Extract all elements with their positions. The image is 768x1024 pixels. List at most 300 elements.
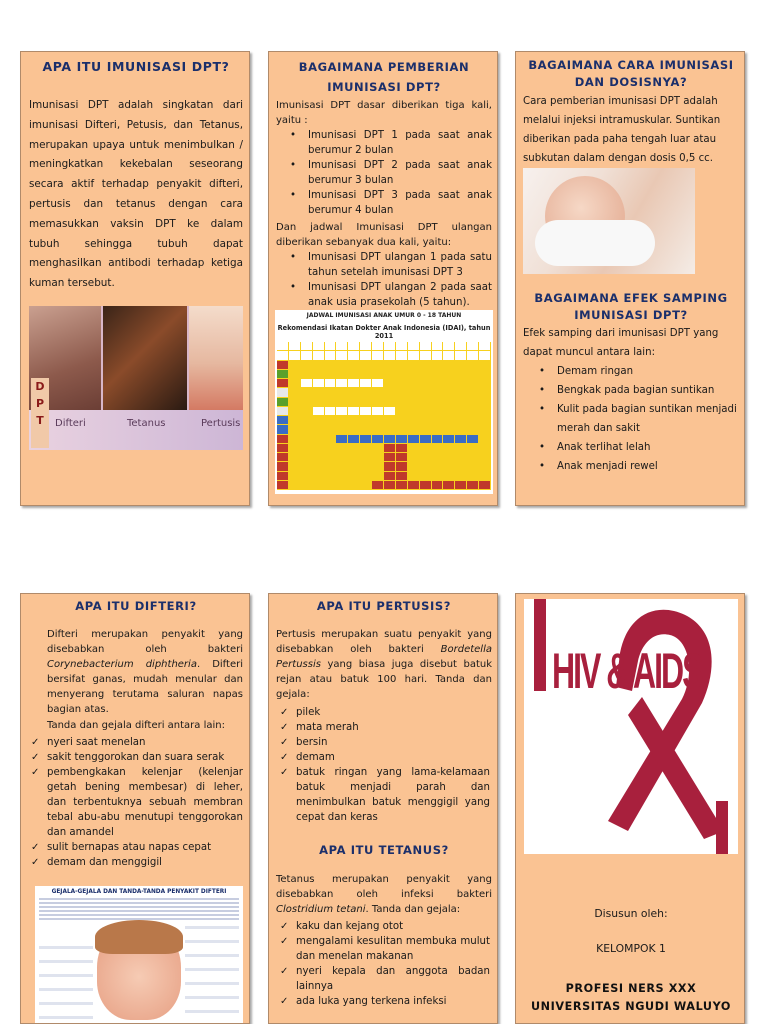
schedule-cell (289, 481, 300, 489)
schedule-cell (325, 351, 336, 359)
hiv-aids-text: HIV & AIDS (552, 643, 702, 699)
letter-d: D (35, 380, 45, 393)
schedule-cell (420, 472, 431, 480)
schedule-cell (360, 342, 371, 350)
schedule-subtitle: Rekomendasi Ikatan Dokter Anak Indonesia (IDAI), tahun 2011 (277, 324, 491, 340)
schedule-cell (372, 370, 383, 378)
intro-ulangan: Dan jadwal Imunisasi DPT ulangan diberikan sebanyak dua kali, yaitu: (276, 222, 492, 248)
schedule-cell (443, 453, 454, 461)
schedule-cell (432, 416, 443, 424)
schedule-cell (396, 398, 407, 406)
schedule-cell (443, 444, 454, 452)
schedule-cell (289, 351, 300, 359)
schedule-cell (443, 416, 454, 424)
schedule-cell (360, 361, 371, 369)
schedule-cell (372, 361, 383, 369)
schedule-cell (301, 462, 312, 470)
panel-difteri (20, 593, 250, 1024)
schedule-cell (325, 425, 336, 433)
schedule-cell (313, 481, 324, 489)
schedule-cell (301, 342, 312, 350)
schedule-cell (301, 388, 312, 396)
schedule-cell (313, 388, 324, 396)
schedule-cell (432, 435, 443, 443)
schedule-cell (408, 435, 419, 443)
schedule-cell (408, 370, 419, 378)
schedule-cell (360, 481, 371, 489)
schedule-cell (289, 444, 300, 452)
schedule-cell (479, 388, 490, 396)
schedule-cell (467, 481, 478, 489)
schedule-cell (479, 342, 490, 350)
schedule-cell (313, 370, 324, 378)
schedule-cell (443, 398, 454, 406)
schedule-cell (443, 342, 454, 350)
schedule-cell (348, 370, 359, 378)
baby-body (535, 220, 655, 266)
heading-difteri: APA ITU DIFTERI? (75, 599, 197, 613)
schedule-cell (289, 453, 300, 461)
schedule-cell (443, 370, 454, 378)
schedule-cell (372, 453, 383, 461)
schedule-cell (289, 388, 300, 396)
schedule-cell (432, 453, 443, 461)
schedule-cell (325, 481, 336, 489)
difteri-image-text (39, 898, 239, 920)
schedule-cell (336, 388, 347, 396)
schedule-cell (372, 342, 383, 350)
schedule-cell (301, 425, 312, 433)
schedule-cell (467, 435, 478, 443)
schedule-cell (467, 379, 478, 387)
schedule-cell (408, 472, 419, 480)
schedule-cell (313, 462, 324, 470)
schedule-cell (384, 472, 395, 480)
schedule-cell (301, 351, 312, 359)
schedule-cell (408, 425, 419, 433)
list-item: • Demam ringan (525, 362, 739, 381)
schedule-cell (384, 361, 395, 369)
schedule-cell (277, 425, 288, 433)
schedule-cell (420, 435, 431, 443)
list-gejala-difteri (29, 735, 243, 870)
schedule-cell (301, 398, 312, 406)
schedule-cell (479, 407, 490, 415)
schedule-cell (432, 472, 443, 480)
schedule-cell (384, 425, 395, 433)
caption-pertusis: Pertusis (201, 418, 241, 429)
schedule-cell (432, 462, 443, 470)
panel-pertusis-tetanus (268, 593, 498, 1024)
schedule-cell (360, 444, 371, 452)
schedule-cell (467, 425, 478, 433)
schedule-cell (479, 416, 490, 424)
schedule-cell (432, 342, 443, 350)
difteri-text-2: . Difteri bersifat ganas, mudah menular dan menyerang terutama saluran napas bagian atas. (47, 659, 243, 715)
schedule-cell (384, 407, 395, 415)
schedule-cell (384, 398, 395, 406)
schedule-cell (313, 351, 324, 359)
schedule-cell (313, 361, 324, 369)
schedule-cell (277, 435, 288, 443)
schedule-cell (455, 361, 466, 369)
list-item: ✓ mengalami kesulitan membuka mulut dan menelan makanan (278, 934, 490, 964)
schedule-cell (420, 444, 431, 452)
schedule-cell (384, 370, 395, 378)
schedule-cell (420, 407, 431, 415)
schedule-cell (289, 342, 300, 350)
schedule-cell (396, 388, 407, 396)
schedule-cell (420, 379, 431, 387)
heading-tetanus: APA ITU TETANUS? (319, 843, 449, 857)
schedule-cell (432, 425, 443, 433)
schedule-cell (336, 407, 347, 415)
schedule-cell (277, 444, 288, 452)
schedule-cell (396, 435, 407, 443)
schedule-cell (372, 407, 383, 415)
schedule-cell (372, 425, 383, 433)
list-item: ✓ nyeri kepala dan anggota badan lainnya (278, 964, 490, 994)
difteri-labels-right (185, 926, 239, 1020)
pertusis-bacteria: Bordetella Pertussis (276, 644, 492, 670)
tetanus-text: Tetanus merupakan penyakit yang disebabkan oleh infeksi bakteri (276, 874, 492, 900)
schedule-cell (313, 453, 324, 461)
schedule-cell (360, 425, 371, 433)
schedule-cell (301, 361, 312, 369)
schedule-cell (408, 453, 419, 461)
schedule-cell (467, 407, 478, 415)
panel-cara-dosis (515, 51, 745, 506)
caption-tetanus: Tetanus (127, 418, 166, 429)
schedule-cell (301, 453, 312, 461)
schedule-cell (360, 472, 371, 480)
schedule-cell (289, 425, 300, 433)
schedule-cell (455, 462, 466, 470)
schedule-cell (432, 361, 443, 369)
schedule-cell (289, 407, 300, 415)
child-hair (95, 920, 183, 954)
schedule-cell (325, 407, 336, 415)
schedule-cell (336, 462, 347, 470)
schedule-cell (467, 453, 478, 461)
list-item: ✓ demam (278, 750, 490, 765)
schedule-cell (348, 453, 359, 461)
schedule-cell (408, 398, 419, 406)
schedule-cell (443, 425, 454, 433)
schedule-cell (420, 453, 431, 461)
schedule-cell (455, 388, 466, 396)
heading-pertusis: APA ITU PERTUSIS? (316, 599, 452, 613)
panel-imunisasi-dpt (20, 51, 250, 506)
schedule-cell (325, 370, 336, 378)
schedule-cell (289, 398, 300, 406)
schedule-cell (313, 472, 324, 480)
schedule-cell (325, 416, 336, 424)
schedule-cell (467, 398, 478, 406)
schedule-cell (396, 481, 407, 489)
list-item: • Kulit pada bagian suntikan menjadi merah dan sakit (525, 400, 739, 438)
schedule-cell (420, 425, 431, 433)
body-difteri (47, 627, 243, 717)
schedule-cell (348, 361, 359, 369)
schedule-cell (467, 342, 478, 350)
schedule-cell (301, 435, 312, 443)
schedule-cell (455, 425, 466, 433)
schedule-cell (313, 425, 324, 433)
schedule-cell (313, 342, 324, 350)
list-efek-samping (525, 362, 739, 476)
schedule-cell (360, 453, 371, 461)
schedule-cell (408, 462, 419, 470)
schedule-cell (372, 444, 383, 452)
schedule-cell (277, 416, 288, 424)
list-item: ✓ batuk ringan yang lama-kelamaan batuk menjadi parah dan menimbulkan batuk menggigil yang cepat dan keras (278, 765, 490, 825)
schedule-cell (384, 481, 395, 489)
schedule-cell (289, 361, 300, 369)
schedule-cell (408, 416, 419, 424)
schedule-cell (277, 379, 288, 387)
intro-difteri: Tanda dan gejala difteri antara lain: (47, 720, 225, 731)
schedule-cell (372, 481, 383, 489)
schedule-cell (384, 435, 395, 443)
schedule-cell (277, 398, 288, 406)
schedule-cell (455, 370, 466, 378)
schedule-cell (396, 342, 407, 350)
schedule-cell (336, 351, 347, 359)
dpt-letters (31, 378, 49, 448)
schedule-cell (455, 342, 466, 350)
child-pertusis-photo (189, 306, 243, 410)
schedule-cell (479, 472, 490, 480)
schedule-cell (301, 481, 312, 489)
pertusis-text: Pertusis merupakan suatu penyakit yang disebabkan oleh bakteri (276, 629, 492, 655)
schedule-cell (479, 398, 490, 406)
schedule-cell (348, 462, 359, 470)
hiv-aids-logo (524, 599, 738, 854)
schedule-cell (325, 462, 336, 470)
schedule-cell (360, 435, 371, 443)
schedule-cell (432, 379, 443, 387)
schedule-cell (348, 444, 359, 452)
schedule-cell (479, 379, 490, 387)
schedule-cell (443, 379, 454, 387)
schedule-cell (479, 481, 490, 489)
schedule-cell (432, 407, 443, 415)
schedule-cell (420, 370, 431, 378)
list-item: ✓ ada luka yang terkena infeksi (278, 994, 490, 1009)
schedule-cell (479, 462, 490, 470)
schedule-cell (455, 351, 466, 359)
schedule-cell (348, 416, 359, 424)
schedule-cell (336, 398, 347, 406)
schedule-cell (277, 370, 288, 378)
schedule-cell (360, 379, 371, 387)
schedule-cell (325, 342, 336, 350)
schedule-cell (348, 351, 359, 359)
schedule-cell (408, 444, 419, 452)
schedule-cell (455, 416, 466, 424)
list-dpt-dasar (276, 128, 492, 218)
schedule-cell (336, 481, 347, 489)
schedule-cell (336, 435, 347, 443)
schedule-cell (277, 472, 288, 480)
schedule-cell (336, 361, 347, 369)
tetanus-bacteria: Clostridium tetani (276, 904, 366, 915)
schedule-cell (289, 416, 300, 424)
kelompok: KELOMPOK 1 (596, 942, 666, 955)
intro-efek-samping: Efek samping dari imunisasi DPT yang dapat muncul antara lain: (523, 328, 719, 358)
infant-tetanus-photo (103, 306, 187, 410)
list-item: • Imunisasi DPT 1 pada saat anak berumur 2 bulan (276, 128, 492, 158)
schedule-cell (420, 481, 431, 489)
schedule-cell (384, 351, 395, 359)
schedule-cell (348, 379, 359, 387)
schedule-cell (408, 342, 419, 350)
list-gejala-pertusis (278, 705, 490, 825)
intro-pemberian: Imunisasi DPT dasar diberikan tiga kali, yaitu : (276, 100, 492, 126)
schedule-cell (277, 462, 288, 470)
schedule-cell (479, 435, 490, 443)
schedule-cell (479, 444, 490, 452)
schedule-cell (372, 435, 383, 443)
schedule-cell (313, 435, 324, 443)
schedule-cell (408, 379, 419, 387)
schedule-cell (443, 472, 454, 480)
schedule-cell (348, 435, 359, 443)
body-apa-itu-dpt: Imunisasi DPT adalah singkatan dari imunisasi Difteri, Petusis, dan Tetanus, merupakan upaya untuk menimbulkan / meningkatkan kekebalan seseorang secara aktif terhadap penyakit difteri, pertusis dan tetanus dengan cara memasukkan vaksin DPT ke dalam tubuh sehingga tubuh dapat menghasilkan antibodi terhadap ketiga kuman tersebut. (29, 99, 243, 290)
schedule-cell (396, 453, 407, 461)
schedule-cell (467, 388, 478, 396)
schedule-cell (325, 379, 336, 387)
schedule-cell (348, 388, 359, 396)
schedule-cell (479, 351, 490, 359)
schedule-cell (384, 416, 395, 424)
schedule-cell (467, 361, 478, 369)
schedule-cell (336, 379, 347, 387)
schedule-cell (313, 444, 324, 452)
schedule-cell (277, 481, 288, 489)
schedule-cell (301, 416, 312, 424)
schedule-cell (443, 351, 454, 359)
schedule-cell (396, 462, 407, 470)
schedule-cell (396, 416, 407, 424)
schedule-cell (360, 416, 371, 424)
schedule-cell (408, 361, 419, 369)
dpt-caption-band (29, 410, 243, 450)
schedule-cell (432, 370, 443, 378)
schedule-cell (348, 407, 359, 415)
schedule-cell (277, 351, 288, 359)
schedule-cell (336, 472, 347, 480)
schedule-cell (348, 472, 359, 480)
schedule-cell (455, 444, 466, 452)
heading-pemberian-dpt: BAGAIMANA PEMBERIAN IMUNISASI DPT? (298, 60, 470, 94)
schedule-cell (443, 407, 454, 415)
schedule-cell (360, 462, 371, 470)
list-item: • Anak menjadi rewel (525, 457, 739, 476)
letter-t: T (36, 414, 44, 427)
schedule-cell (384, 444, 395, 452)
list-item: ✓ kaku dan kejang otot (278, 919, 490, 934)
schedule-cell (420, 388, 431, 396)
schedule-cell (408, 388, 419, 396)
schedule-cell (360, 370, 371, 378)
schedule-cell (301, 407, 312, 415)
schedule-cell (467, 462, 478, 470)
schedule-cell (289, 379, 300, 387)
schedule-cell (313, 379, 324, 387)
schedule-cell (432, 388, 443, 396)
list-item: • Imunisasi DPT 3 pada saat anak berumur 4 bulan (276, 188, 492, 218)
schedule-cell (325, 444, 336, 452)
schedule-table-image (275, 310, 493, 494)
heading-cara-dosis: BAGAIMANA CARA IMUNISASI DAN DOSISNYA? (528, 58, 734, 89)
schedule-cell (420, 351, 431, 359)
schedule-cell (467, 416, 478, 424)
schedule-cell (396, 472, 407, 480)
list-item: ✓ bersin (278, 735, 490, 750)
body-cara-dosis: Cara pemberian imunisasi DPT adalah melalui injeksi intramuskular. Suntikan diberikan pada paha tengah luar atau subkutan dalam dengan dosis 0,5 cc. (523, 96, 721, 164)
schedule-cell (348, 425, 359, 433)
schedule-cell (420, 462, 431, 470)
schedule-cell (420, 342, 431, 350)
schedule-cell (313, 398, 324, 406)
schedule-cell (467, 370, 478, 378)
schedule-cell (325, 472, 336, 480)
schedule-cell (408, 351, 419, 359)
schedule-cell (372, 379, 383, 387)
schedule-cell (420, 416, 431, 424)
schedule-cell (467, 472, 478, 480)
schedule-cell (455, 407, 466, 415)
schedule-cell (336, 342, 347, 350)
schedule-cell (467, 444, 478, 452)
schedule-cell (277, 361, 288, 369)
list-item: • Bengkak pada bagian suntikan (525, 381, 739, 400)
schedule-cell (479, 370, 490, 378)
body-tetanus (276, 872, 492, 917)
schedule-cell (336, 370, 347, 378)
heading-apa-itu-dpt: APA ITU IMUNISASI DPT? (42, 59, 230, 74)
schedule-cell (455, 481, 466, 489)
list-item: • Anak terlihat lelah (525, 438, 739, 457)
dpt-collage-image (29, 306, 243, 450)
schedule-cell (467, 351, 478, 359)
schedule-cell (443, 435, 454, 443)
schedule-cell (420, 361, 431, 369)
schedule-cell (384, 462, 395, 470)
schedule-cell (336, 416, 347, 424)
list-dpt-ulangan (276, 250, 492, 310)
schedule-cell (384, 342, 395, 350)
profesi-ners: PROFESI NERS XXX (565, 982, 697, 995)
schedule-cell (420, 398, 431, 406)
schedule-cell (443, 361, 454, 369)
schedule-cell (443, 462, 454, 470)
list-item: ✓ sulit bernapas atau napas cepat (29, 840, 243, 855)
schedule-cell (432, 398, 443, 406)
schedule-cell (479, 425, 490, 433)
schedule-cell (372, 398, 383, 406)
difteri-symptoms-image (35, 886, 243, 1024)
schedule-cell (372, 351, 383, 359)
difteri-labels-left (39, 946, 93, 1020)
schedule-cell (443, 481, 454, 489)
disusun-oleh: Disusun oleh: (594, 907, 668, 920)
schedule-cell (443, 388, 454, 396)
schedule-cell (289, 472, 300, 480)
schedule-cell (396, 407, 407, 415)
